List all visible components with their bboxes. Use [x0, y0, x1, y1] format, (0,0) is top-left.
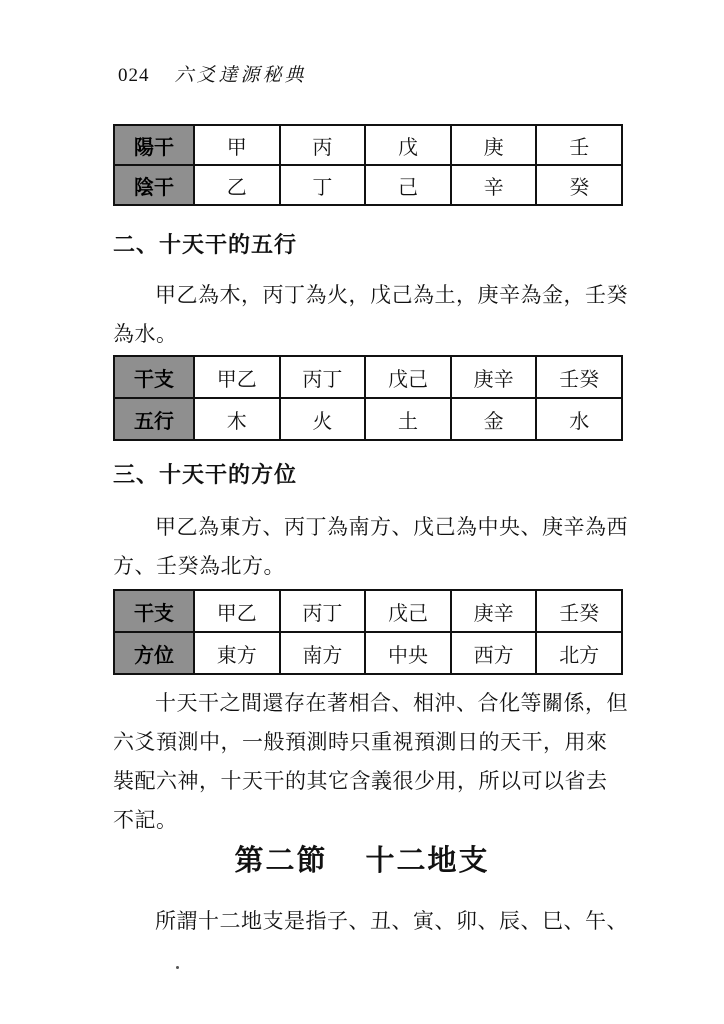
heading-wuxing: 二、十天干的五行 — [113, 232, 298, 258]
table-cell: 庚 — [451, 125, 537, 165]
table-cell: 南方 — [280, 632, 366, 674]
table-cell: 金 — [451, 398, 537, 440]
table-cell: 戊己 — [365, 590, 451, 632]
fangwei-table — [113, 589, 623, 675]
row-header: 陰干 — [114, 165, 194, 205]
table-cell: 火 — [280, 398, 366, 440]
row-header: 五行 — [114, 398, 194, 440]
chapter-number: 第二節 — [234, 843, 328, 877]
table-cell: 壬癸 — [536, 590, 622, 632]
table-row — [114, 165, 622, 205]
table-cell: 甲 — [194, 125, 280, 165]
table-cell: 己 — [365, 165, 451, 205]
table-cell: 土 — [365, 398, 451, 440]
table-row — [114, 632, 622, 674]
chapter-intro-paragraph: 所謂十二地支是指子、丑、寅、卯、辰、巳、午、 — [155, 909, 628, 933]
wuxing-table — [113, 355, 623, 441]
page-number: 024 — [118, 65, 150, 86]
yin-yang-stems-table — [113, 124, 623, 206]
table-cell: 水 — [536, 398, 622, 440]
table-cell: 戊 — [365, 125, 451, 165]
table-cell: 甲乙 — [194, 590, 280, 632]
row-header: 陽干 — [114, 125, 194, 165]
table-cell: 壬 — [536, 125, 622, 165]
row-header: 干支 — [114, 356, 194, 398]
chapter-title — [0, 838, 724, 879]
table-cell: 東方 — [194, 632, 280, 674]
table-cell: 戊己 — [365, 356, 451, 398]
table-cell: 丁 — [280, 165, 366, 205]
table-cell: 乙 — [194, 165, 280, 205]
table-cell: 木 — [194, 398, 280, 440]
print-speck — [176, 966, 179, 969]
table-cell: 丙丁 — [280, 356, 366, 398]
table-cell: 辛 — [451, 165, 537, 205]
table-row — [114, 590, 622, 632]
row-header: 方位 — [114, 632, 194, 674]
table-cell: 丙 — [280, 125, 366, 165]
table-cell: 庚辛 — [451, 590, 537, 632]
table-cell: 丙丁 — [280, 590, 366, 632]
table-row — [114, 125, 622, 165]
table-row — [114, 356, 622, 398]
paragraph-fangwei: 甲乙為東方、丙丁為南方、戊己為中央、庚辛為西方、壬癸為北方。 — [113, 515, 628, 578]
table-cell: 庚辛 — [451, 356, 537, 398]
paragraph-wuxing: 甲乙為木，丙丁為火，戊己為土，庚辛為金，壬癸為水。 — [113, 283, 628, 346]
table-row — [114, 398, 622, 440]
table-cell: 中央 — [365, 632, 451, 674]
chapter-name: 十二地支 — [365, 843, 490, 877]
page-header — [118, 60, 307, 87]
table-cell: 甲乙 — [194, 356, 280, 398]
table-cell: 西方 — [451, 632, 537, 674]
table-cell: 北方 — [536, 632, 622, 674]
table-cell: 癸 — [536, 165, 622, 205]
heading-fangwei: 三、十天干的方位 — [113, 462, 298, 488]
table-cell: 壬癸 — [536, 356, 622, 398]
row-header: 干支 — [114, 590, 194, 632]
closing-paragraph: 十天干之間還存在著相合、相沖、合化等關係，但六爻預測中，一般預測時只重視預測日的天干，用來裝配六神，十天干的其它含義很少用，所以可以省去不記。 — [113, 691, 628, 832]
book-title: 六爻達源秘典 — [174, 64, 307, 86]
